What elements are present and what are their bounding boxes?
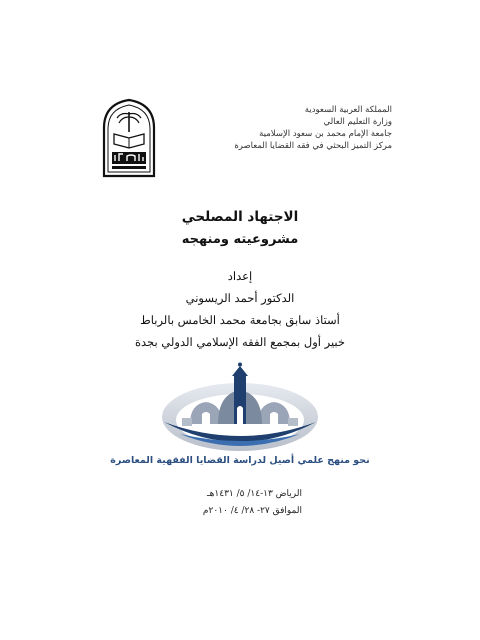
- header-line-country: المملكة العربية السعودية: [304, 105, 392, 115]
- institution-header: [192, 104, 392, 152]
- author-block: [0, 265, 480, 353]
- tagline: نحو منهج علمي أصيل لدراسة القضايا الفقهية المعاصرة: [110, 455, 370, 466]
- author-role-1: أستاذ سابق بجامعة محمد الخامس بالرباط: [140, 313, 340, 327]
- university-logo-icon: [100, 98, 158, 178]
- mosque-emblem-icon: [160, 362, 320, 454]
- header-line-ministry: وزارة التعليم العالي: [323, 117, 392, 127]
- date-gregorian: الموافق ٢٧- ٢٨/ ٤/ ٢٠١٠م: [202, 506, 302, 516]
- document-title: الاجتهاد المصلحي: [181, 209, 299, 225]
- header-line-center: مركز التميز البحثي في فقه القضايا المعاصرة: [234, 141, 392, 151]
- document-subtitle: مشروعيته ومنهجه: [181, 232, 299, 247]
- prepared-by-label: إعداد: [227, 269, 253, 283]
- date-hijri: الرياض ١٣-١٤/ ٥/ ١٤٣١هـ: [207, 489, 302, 499]
- author-name: الدكتور أحمد الريسوني: [185, 291, 295, 305]
- header-line-university: جامعة الإمام محمد بن سعود الإسلامية: [259, 129, 392, 139]
- author-role-2: خبير أول بمجمع الفقه الإسلامي الدولي بجدة: [134, 335, 346, 349]
- date-block: [203, 486, 302, 520]
